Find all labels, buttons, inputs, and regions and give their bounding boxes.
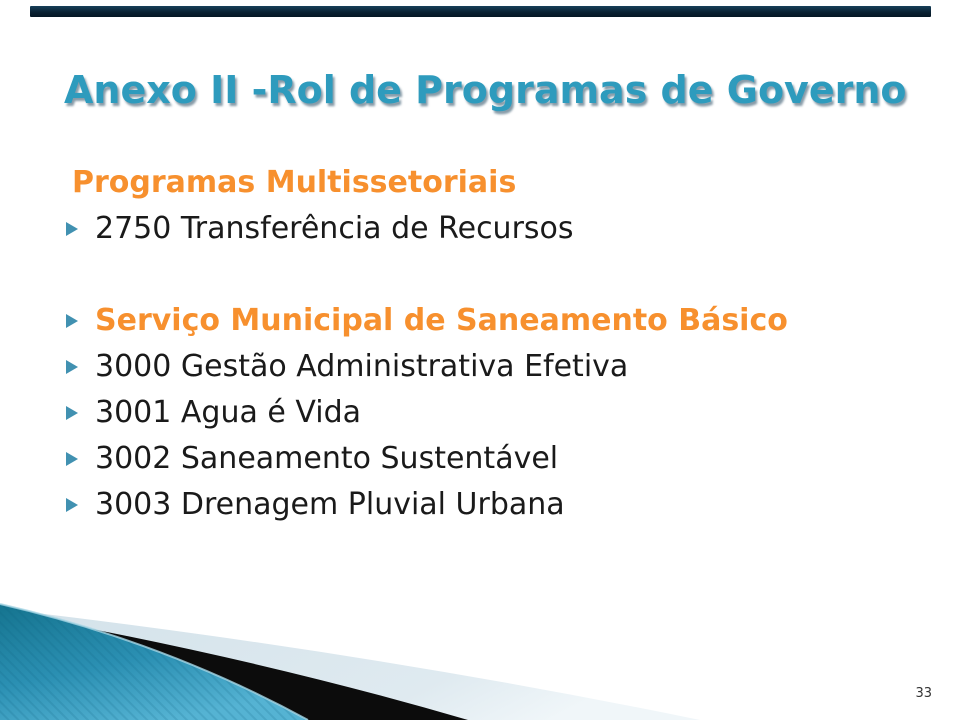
- list-item-label: 3002 Saneamento Sustentável: [95, 441, 559, 476]
- page-number: 33: [915, 686, 932, 701]
- program-list: [66, 160, 896, 528]
- bullet-arrow-icon: [66, 222, 78, 236]
- list-item: [66, 482, 896, 528]
- slide-title: Anexo II -Rol de Programas de Governo: [64, 68, 907, 112]
- top-accent-bar: [30, 6, 931, 17]
- list-item-label: 3000 Gestão Administrativa Efetiva: [95, 349, 629, 384]
- bullet-arrow-icon: [66, 452, 78, 466]
- list-item-label: 2750 Transferência de Recursos: [95, 211, 574, 246]
- bullet-arrow-icon: [66, 498, 78, 512]
- list-item: [66, 206, 896, 252]
- list-item: [66, 390, 896, 436]
- section-heading-saneamento: [66, 298, 896, 344]
- blank-line: [66, 252, 896, 298]
- list-item: [66, 436, 896, 482]
- bullet-arrow-icon: [66, 406, 78, 420]
- bullet-arrow-icon: [66, 360, 78, 374]
- section-heading-multissetoriais: [66, 160, 896, 206]
- section-heading-label: Programas Multissetoriais: [72, 165, 517, 200]
- list-item-label: 3001 Agua é Vida: [95, 395, 362, 430]
- bullet-arrow-icon: [66, 314, 78, 328]
- list-item: [66, 344, 896, 390]
- list-item-label: Serviço Municipal de Saneamento Básico: [95, 303, 788, 338]
- list-item-label: 3003 Drenagem Pluvial Urbana: [95, 487, 565, 522]
